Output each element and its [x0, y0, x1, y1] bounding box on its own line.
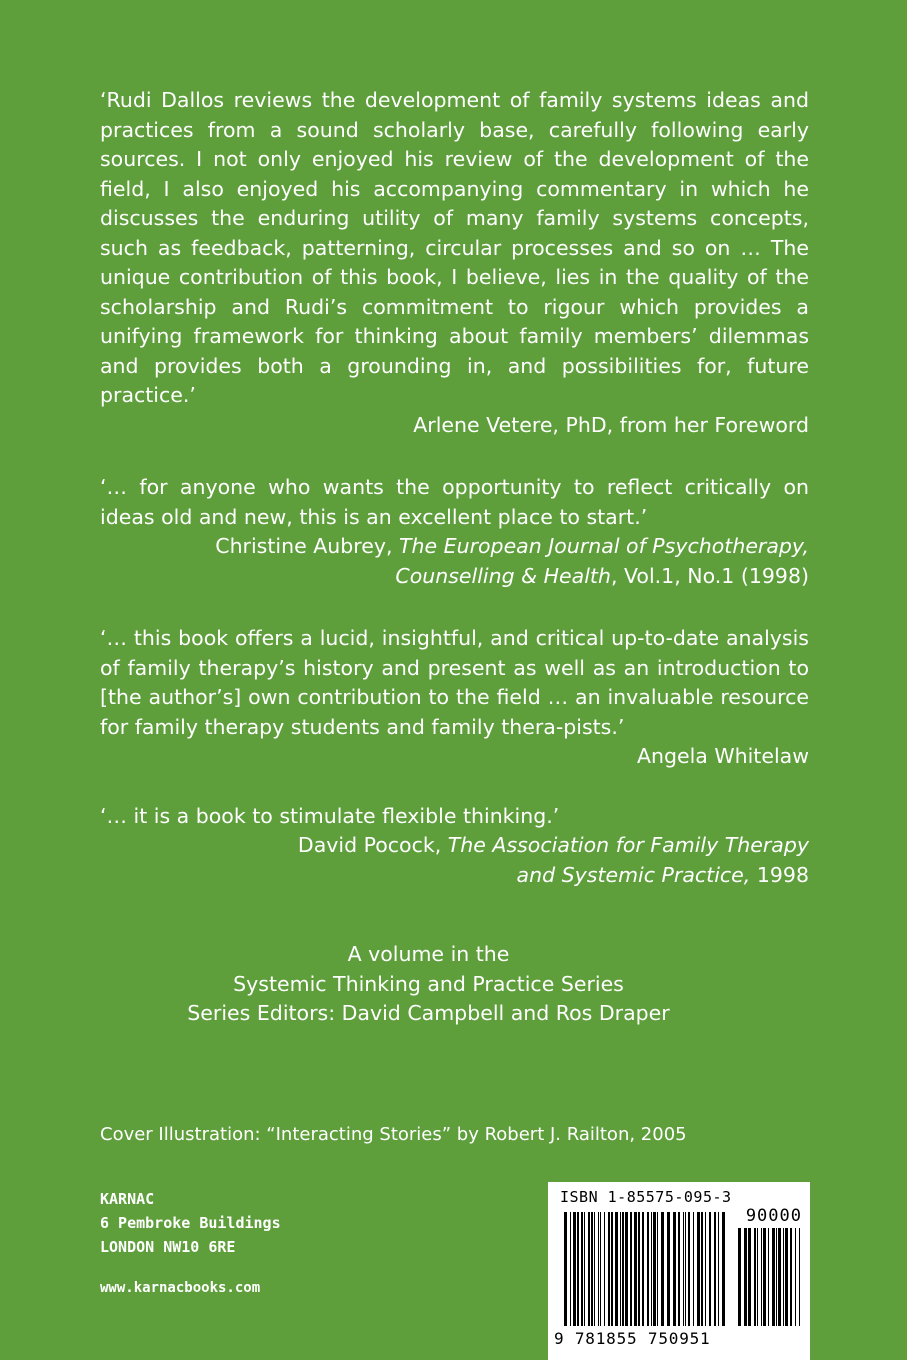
- quote-1-text: ‘Rudi Dallos reviews the development of family systems ideas and practices from a sound scholarly base, carefully following early sources. I not only enjoyed his review of the development of the field, I also enjoyed his accompanying commentary in which he discusses the enduring utility of many family systems concepts, such as feedback, patterning, circular processes and so on … The unique contribution of this book, I believe, lies in the quality of the scholarship and Rudi’s commitment to rigour which provides a unifying framework for thinking about family members’ dilemmas and provides both a grounding in, and possibilities for, future practice.’: [100, 88, 809, 407]
- publisher-website: www.karnacbooks.com: [100, 1280, 261, 1296]
- quote-4-text: ‘… it is a book to stimulate flexible thinking.’: [100, 803, 560, 828]
- quote-4-journal-line1: The Association for Family Therapy: [447, 833, 809, 857]
- isbn-label: ISBN 1-85575-095-3: [560, 1188, 732, 1206]
- back-cover-text: [100, 86, 809, 1029]
- quote-4-attribution-name: David Pocock,: [297, 833, 448, 857]
- barcode-addon-number: 90000: [745, 1206, 802, 1226]
- quote-2-journal-line2: Counselling & Health: [395, 563, 611, 588]
- quote-3-attribution: Angela Whitelaw: [636, 744, 809, 768]
- barcode: [548, 1182, 810, 1360]
- publisher-block: [100, 1187, 281, 1259]
- series-line-1: A volume in the: [347, 942, 510, 966]
- quote-4-attribution: [100, 831, 809, 890]
- ean-number: 9 781855 750951: [554, 1329, 711, 1348]
- series-editors: Series Editors: David Campbell and Ros Draper: [187, 1001, 670, 1025]
- quote-1-attribution: Arlene Vetere, PhD, from her Foreword: [413, 412, 809, 437]
- publisher-name: KARNAC: [100, 1190, 155, 1208]
- quote-2-journal-line1: The European Journal of Psychotherapy,: [399, 534, 809, 558]
- publisher-address-1: 6 Pembroke Buildings: [100, 1214, 281, 1232]
- quote-4-journal-line2: and Systemic Practice,: [516, 862, 751, 887]
- quote-2-attribution-tail: , Vol.1, No.1 (1998): [610, 563, 809, 588]
- quote-4-attribution-tail: 1998: [750, 862, 809, 887]
- quote-2-attribution: [100, 532, 809, 591]
- quote-2-attribution-name: Christine Aubrey,: [215, 534, 399, 558]
- quote-3-text: ‘… this book offers a lucid, insightful, and critical up-to-date analysis of family therapy’s history and present as well as an introduction to [the author’s] own contribution to the field … an invaluable resource for family therapy students and family thera-pists.’: [100, 626, 809, 739]
- publisher-address-2: LONDON NW10 6RE: [100, 1238, 236, 1256]
- series-line-2: Systemic Thinking and Practice Series: [233, 971, 624, 996]
- quote-2-text: ‘… for anyone who wants the opportunity to reflect critically on ideas old and new, this is an excellent place to start.’: [100, 475, 809, 529]
- cover-illustration-credit: Cover Illustration: “Interacting Stories” by Robert J. Railton, 2005: [100, 1124, 687, 1145]
